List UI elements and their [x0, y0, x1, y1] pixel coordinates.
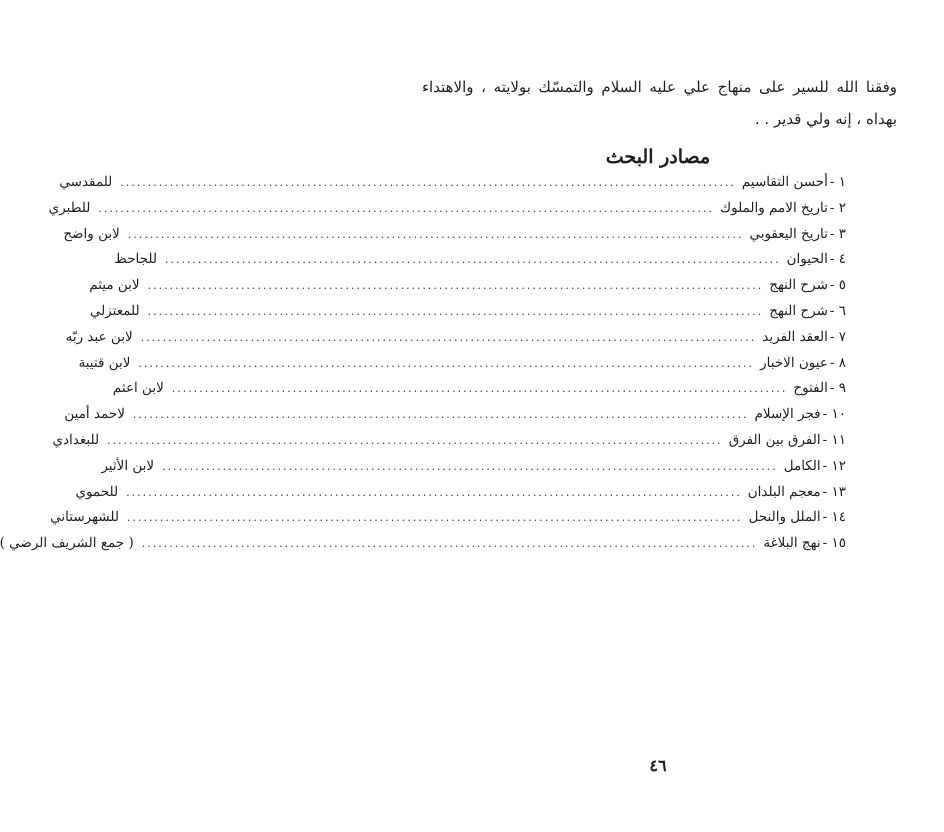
item-number: ١٢ - — [822, 457, 846, 474]
item-title: تاريخ الامم والملوك — [720, 199, 828, 216]
item-author: للطبري — [48, 199, 91, 216]
leader-dots: ................................................................................................................ — [132, 408, 749, 422]
leader-dots: ................................................................................................................ — [164, 253, 781, 267]
item-author: لابن ميثم — [89, 277, 140, 294]
item-author: للمقدسي — [59, 174, 113, 190]
item-number: ٧ - — [829, 328, 846, 345]
intro-paragraph: وفقنا الله للسير على منهاج علي عليه السلام والتمسّك بولايته ، والاهتداء بهداه ، إنه ولي قدير . . — [422, 78, 897, 128]
item-author: ( جمع الشريف الرضي ) — [0, 535, 134, 552]
item-number: ١٣ - — [822, 483, 846, 500]
list-item — [89, 302, 846, 329]
list-item — [101, 457, 846, 484]
item-title: الملل والنحل — [748, 509, 821, 526]
item-number: ٢ - — [829, 199, 846, 216]
list-item — [52, 431, 846, 458]
item-number: ١٤ - — [822, 509, 846, 526]
item-number: ٩ - — [829, 380, 846, 397]
leader-dots: ................................................................................................................ — [120, 176, 736, 189]
item-title: الفرق بين الفرق — [728, 431, 821, 448]
item-number: ٤ - — [829, 251, 846, 268]
item-title: الفتوح — [793, 380, 828, 397]
list-item — [112, 380, 846, 406]
item-author: لابن الأثير — [101, 457, 155, 474]
item-number: ١٠ - — [822, 406, 846, 423]
item-title: العقد الفريد — [762, 328, 828, 345]
leader-dots: ................................................................................................................ — [126, 511, 743, 525]
list-item — [0, 535, 846, 561]
item-title: تاريخ اليعقوبي — [749, 225, 828, 242]
item-title: فجر الإسلام — [754, 406, 821, 423]
item-number: ٥ - — [829, 277, 846, 294]
item-title: الكامل — [783, 457, 821, 474]
leader-dots: ................................................................................................................ — [127, 227, 744, 241]
item-author: للحموي — [75, 483, 119, 500]
section-heading: مصادر البحث — [605, 146, 711, 168]
item-author: لاحمد أمين — [64, 406, 125, 423]
item-number: ٦ - — [829, 302, 846, 319]
list-item — [64, 406, 846, 432]
item-author: للشهرستاني — [50, 509, 119, 526]
leader-dots: ................................................................................................................ — [98, 201, 714, 215]
item-author: لابن عبد ربّه — [65, 328, 133, 345]
list-item — [63, 225, 846, 252]
item-author: لابن قتيبة — [78, 354, 131, 371]
item-title: نهج البلاغة — [763, 535, 821, 552]
leader-dots: ................................................................................................................ — [171, 382, 788, 396]
list-item — [89, 277, 846, 303]
list-item — [65, 328, 846, 355]
leader-dots: ................................................................................................................ — [138, 356, 755, 370]
item-title: أحسن التقاسيم — [741, 174, 828, 190]
item-author: للمعتزلي — [89, 302, 140, 319]
item-author: لابن اعثم — [112, 380, 164, 397]
list-item — [114, 251, 846, 277]
list-item — [50, 509, 846, 535]
list-item — [59, 174, 846, 200]
list-item — [78, 354, 846, 381]
leader-dots: ................................................................................................................ — [141, 537, 758, 551]
item-title: معجم البلدان — [747, 483, 821, 500]
leader-dots: ................................................................................................................ — [147, 304, 764, 318]
item-title: شرح النهج — [769, 302, 828, 319]
item-title: عيون الاخبار — [760, 354, 828, 371]
item-number: ٨ - — [829, 354, 846, 371]
item-title: شرح النهج — [769, 277, 828, 294]
sources-list — [0, 174, 846, 561]
leader-dots: ................................................................................................................ — [107, 433, 723, 447]
page-number: ٤٦ — [649, 756, 667, 775]
item-author: لابن واضح — [63, 225, 120, 242]
item-author: للجاحظ — [114, 251, 157, 268]
leader-dots: ................................................................................................................ — [126, 485, 742, 499]
item-author: للبغدادي — [52, 431, 100, 448]
item-number: ١ - — [829, 174, 846, 190]
item-number: ١٥ - — [822, 535, 846, 552]
list-item — [75, 483, 846, 510]
item-number: ٣ - — [829, 225, 846, 242]
leader-dots: ................................................................................................................ — [162, 459, 778, 473]
list-item — [48, 199, 846, 226]
item-number: ١١ - — [822, 431, 846, 448]
item-title: الحيوان — [786, 251, 828, 268]
leader-dots: ................................................................................................................ — [147, 279, 764, 293]
leader-dots: ................................................................................................................ — [140, 330, 757, 344]
